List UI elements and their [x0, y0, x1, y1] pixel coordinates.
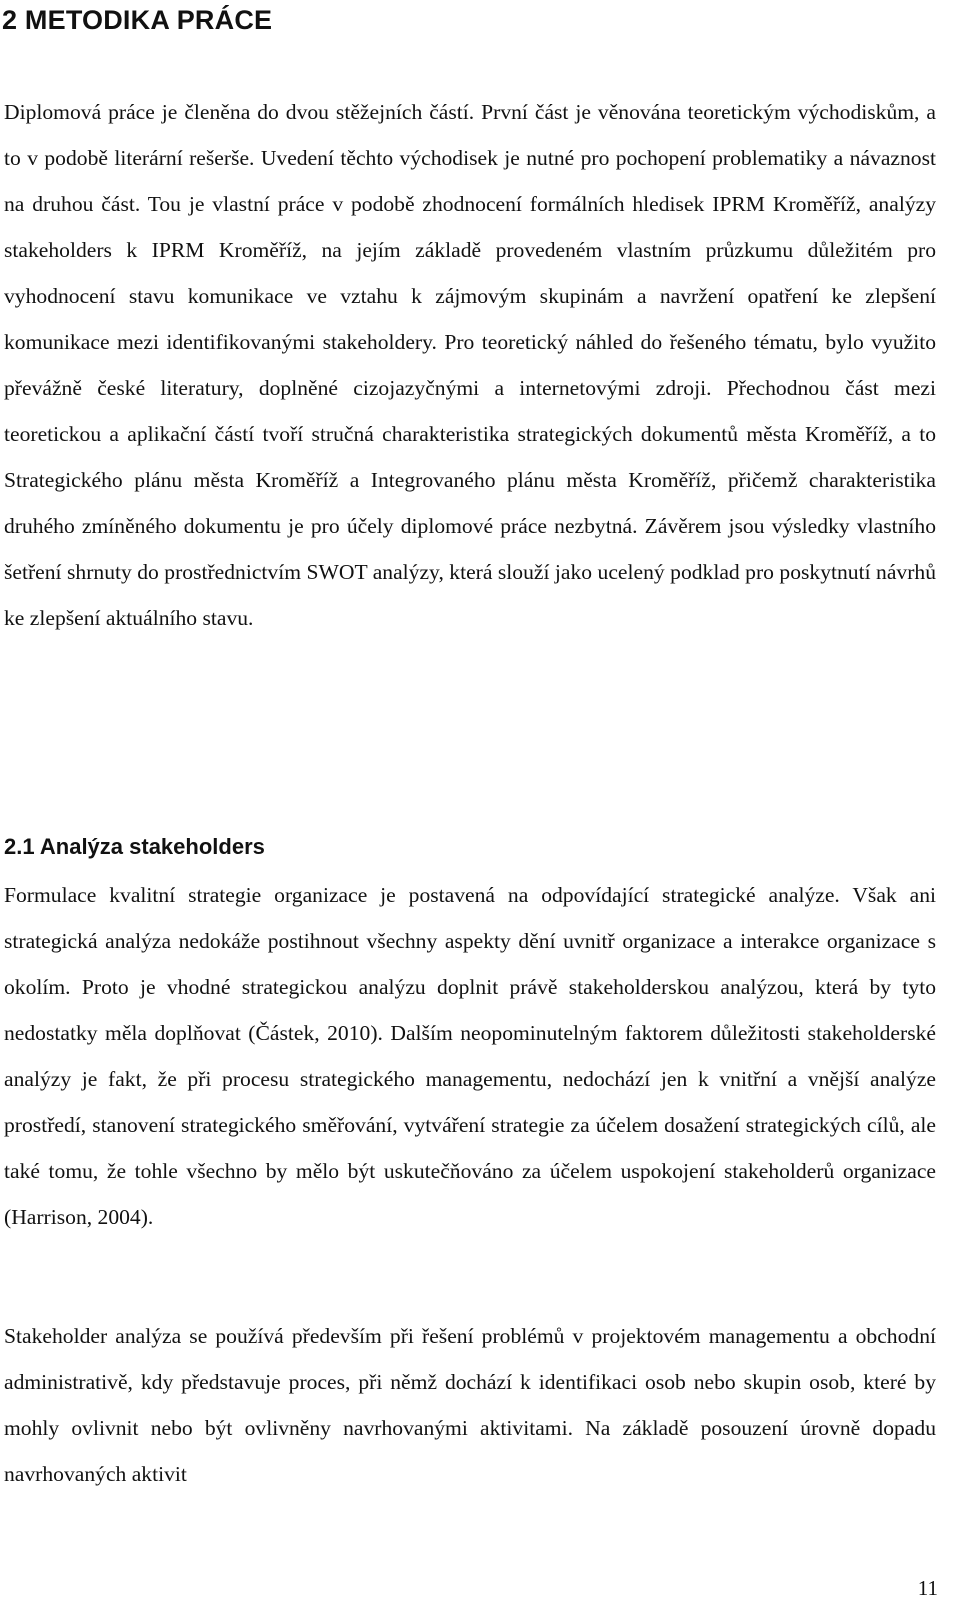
paragraph-methodology: Diplomová práce je členěna do dvou stěžejních částí. První část je věnována teoretickým východiskům, a to v podobě literární rešerše. Uvedení těchto východisek je nutné pro pochopení problematiky a návaznost na druhou část. Tou je vlastní práce v podobě zhodnocení formálních hledisek IPRM Kroměříž, analýzy stakeholders k IPRM Kroměříž, na jejím základě provedeném vlastním průzkumu důležitém pro vyhodnocení stavu komunikace ve vztahu k zájmovým skupinám a navržení opatření ke zlepšení komunikace mezi identifikovanými stakeholdery. Pro teoretický náhled do řešeného tématu, bylo využito převážně české literatury, doplněné cizojazyčnými a internetovými zdroji. Přechodnou část mezi teoretickou a aplikační částí tvoří stručná charakteristika strategických dokumentů města Kroměříž, a to Strategického plánu města Kroměříž a Integrovaného plánu města Kroměříž, přičemž charakteristika druhého zmíněného dokumentu je pro účely diplomové práce nezbytná. Závěrem jsou výsledky vlastního šetření shrnuty do prostřednictvím SWOT analýzy, která slouží jako ucelený podklad pro poskytnutí návrhů ke zlepšení aktuálního stavu. [4, 100, 936, 630]
paragraph-stakeholder-analysis: Stakeholder analýza se používá především při řešení problémů v projektovém managementu a obchodní administrativě, kdy představuje proces, při němž dochází k identifikaci osob nebo skupin osob, které by mohly ovlivnit nebo být ovlivněny navrhovanými aktivitami. Na základě posouzení úrovně dopadu navrhovaných aktivit [4, 1324, 936, 1486]
paragraph-strategy: Formulace kvalitní strategie organizace je postavená na odpovídající strategické analýze. Však ani strategická analýza nedokáže postihnout všechny aspekty dění uvnitř organizace a interakce organizace s okolím. Proto je vhodné strategickou analýzu doplnit právě stakeholderskou analýzou, která by tyto nedostatky měla doplňovat (Částek, 2010). Dalším neopominutelným faktorem důležitosti stakeholderské analýzy je fakt, že při procesu strategického managementu, nedochází jen k vnitřní a vnější analýze prostředí, stanovení strategického směřování, vytváření strategie za účelem dosažení strategických cílů, ale také tomu, že tohle všechno by mělo být uskutečňováno za účelem uspokojení stakeholderů organizace (Harrison, 2004). [4, 883, 936, 1229]
section-heading: 2.1 Analýza stakeholders [4, 834, 265, 859]
page-number: 11 [917, 1576, 938, 1600]
chapter-heading: 2 METODIKA PRÁCE [2, 5, 273, 35]
